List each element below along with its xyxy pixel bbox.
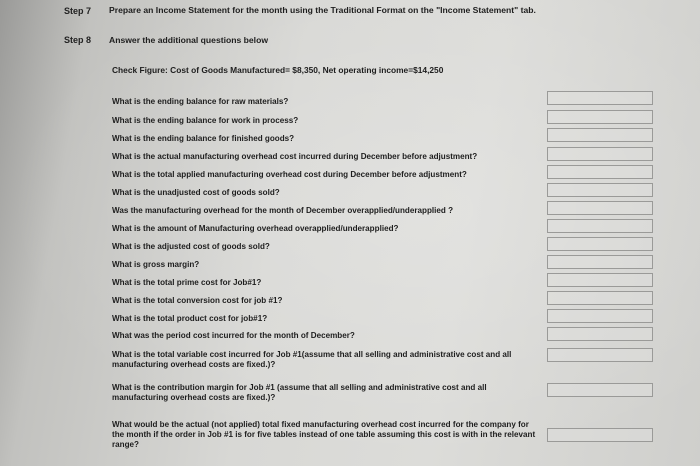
answer-box[interactable] — [547, 255, 653, 269]
answer-box[interactable] — [547, 327, 653, 341]
answer-box[interactable] — [547, 309, 653, 323]
answer-box[interactable] — [547, 291, 653, 305]
step-7-instruction: Prepare an Income Statement for the month using the Traditional Format on the "Income Statement" tab. — [109, 5, 536, 15]
question-contribution-margin: What is the contribution margin for Job #1 (assume that all selling and administrative cost and all manufacturing overhead costs are fixed.)? — [112, 383, 487, 402]
question-finished-goods: What is the ending balance for finished goods? — [112, 134, 295, 143]
step-8-instruction: Answer the additional questions below — [109, 35, 269, 45]
answer-box[interactable] — [547, 428, 653, 442]
answer-box[interactable] — [547, 128, 653, 142]
answer-box[interactable] — [547, 219, 653, 233]
step-8-label: Step 8 — [64, 35, 92, 45]
answer-box[interactable] — [547, 183, 653, 197]
question-applied-overhead: What is the total applied manufacturing overhead cost during December before adjustment? — [112, 170, 467, 179]
question-variable-cost: What is the total variable cost incurred for Job #1(assume that all selling and administrative cost and all manufacturing overhead costs are fixed.)? — [112, 350, 512, 369]
step-7-label: Step 7 — [64, 6, 92, 16]
question-gross-margin: What is gross margin? — [112, 260, 200, 269]
answer-box[interactable] — [547, 273, 653, 287]
question-unadjusted-cogs: What is the unadjusted cost of goods sold? — [112, 188, 280, 197]
question-raw-materials: What is the ending balance for raw materials? — [112, 97, 289, 106]
answer-box[interactable] — [547, 237, 653, 251]
answer-box[interactable] — [547, 201, 653, 215]
answer-box[interactable] — [547, 91, 653, 105]
question-work-in-process: What is the ending balance for work in process? — [112, 116, 299, 125]
question-conversion-cost: What is the total conversion cost for job #1? — [112, 296, 283, 305]
question-period-cost: What was the period cost incurred for the month of December? — [112, 331, 355, 340]
question-product-cost: What is the total product cost for job#1? — [112, 314, 268, 323]
question-overhead-amount: What is the amount of Manufacturing overhead overapplied/underapplied? — [112, 224, 399, 233]
question-fixed-overhead: What would be the actual (not applied) total fixed manufacturing overhead cost incurred for the company for the month if the order in Job #1 is for five tables instead of one table assuming this cost is with in the relevant range? — [112, 420, 536, 449]
answer-box[interactable] — [547, 165, 653, 179]
answer-box[interactable] — [547, 383, 653, 397]
question-over-under-applied: Was the manufacturing overhead for the month of December overapplied/underapplied ? — [112, 206, 454, 215]
question-prime-cost: What is the total prime cost for Job#1? — [112, 278, 262, 287]
answer-box[interactable] — [547, 348, 653, 362]
answer-box[interactable] — [547, 110, 653, 124]
answer-box[interactable] — [547, 147, 653, 161]
question-actual-overhead: What is the actual manufacturing overhead cost incurred during December before adjustment? — [112, 152, 478, 161]
check-figure: Check Figure: Cost of Goods Manufactured= $8,350, Net operating income=$14,250 — [112, 65, 444, 75]
question-adjusted-cogs: What is the adjusted cost of goods sold? — [112, 242, 270, 251]
